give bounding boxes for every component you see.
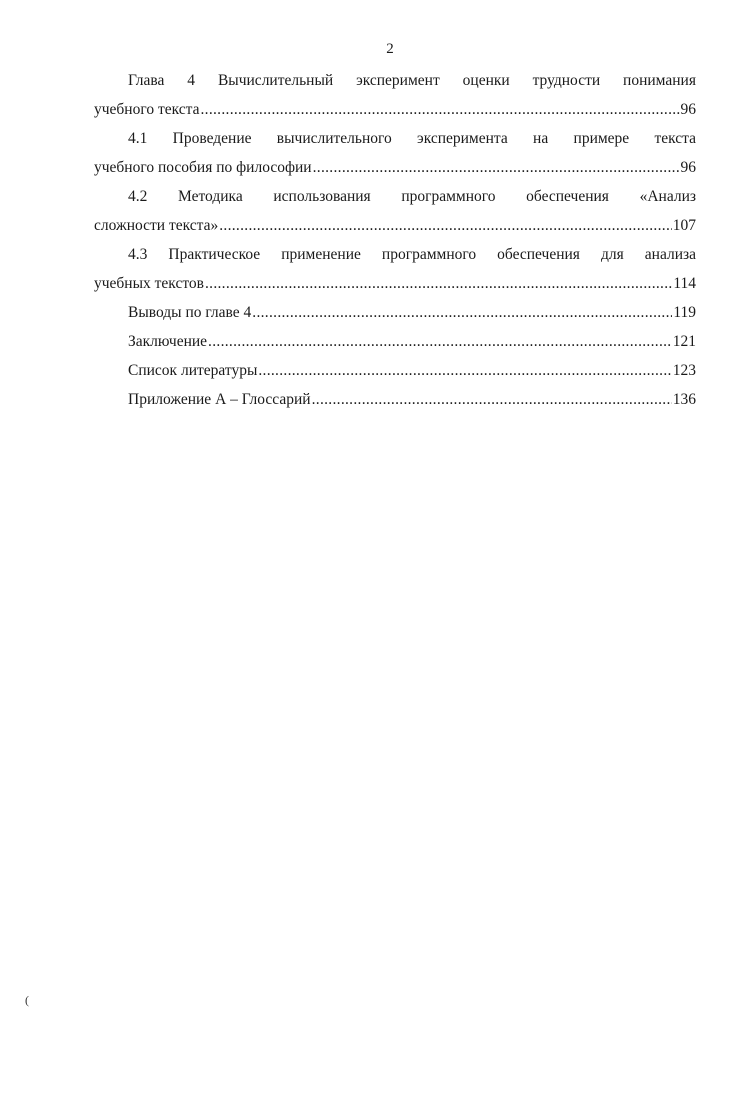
- dot-leader: [219, 211, 672, 240]
- toc-page-number: 136: [672, 391, 696, 408]
- dot-leader: [208, 327, 672, 356]
- dot-leader: [313, 153, 680, 182]
- toc-entry-conclusions-chapter-4[interactable]: [94, 298, 696, 327]
- toc-entry-title-continuation: учебного пособия по философии: [94, 159, 312, 176]
- toc-entry-title-continuation: учебного текста: [94, 101, 200, 118]
- toc-page-number: 96: [680, 159, 696, 176]
- table-of-contents: [94, 66, 696, 414]
- dot-leader: [205, 269, 672, 298]
- toc-entry-title-line: 4.3 Практическое применение программного обеспечения для анализа: [128, 246, 696, 263]
- toc-entry-title-continuation: учебных текстов: [94, 275, 204, 292]
- toc-page-number: 119: [673, 304, 696, 321]
- dot-leader: [312, 385, 672, 414]
- toc-entry-title-line: 4.1 Проведение вычислительного эксперимента на примере текста: [128, 130, 696, 147]
- toc-entry-chapter-4[interactable]: [94, 66, 696, 124]
- toc-page-number: 121: [672, 333, 696, 350]
- page-number: 2: [386, 41, 394, 57]
- toc-entry-title: Выводы по главе 4: [128, 304, 252, 321]
- toc-entry-conclusion[interactable]: [94, 327, 696, 356]
- dot-leader: [258, 356, 671, 385]
- toc-entry-title: Заключение: [128, 333, 208, 350]
- toc-entry-4-1[interactable]: [94, 124, 696, 182]
- toc-entry-4-2[interactable]: [94, 182, 696, 240]
- toc-page-number: 123: [672, 362, 696, 379]
- dot-leader: [252, 298, 672, 327]
- toc-page-number: 107: [672, 217, 696, 234]
- toc-entry-title-line: Глава 4 Вычислительный эксперимент оценки трудности понимания: [128, 72, 696, 89]
- toc-entry-4-3[interactable]: [94, 240, 696, 298]
- toc-entry-title-continuation: сложности текста»: [94, 217, 219, 234]
- toc-entry-title: Приложение А – Глоссарий: [128, 391, 311, 408]
- toc-entry-title: Список литературы: [128, 362, 258, 379]
- dot-leader: [200, 95, 679, 124]
- scan-edge-mark: (: [25, 993, 29, 1007]
- toc-entry-references[interactable]: [94, 356, 696, 385]
- toc-page-number: 96: [680, 101, 696, 118]
- toc-entry-appendix-a[interactable]: [94, 385, 696, 414]
- toc-entry-title-line: 4.2 Методика использования программного обеспечения «Анализ: [128, 188, 696, 205]
- toc-page-number: 114: [673, 275, 696, 292]
